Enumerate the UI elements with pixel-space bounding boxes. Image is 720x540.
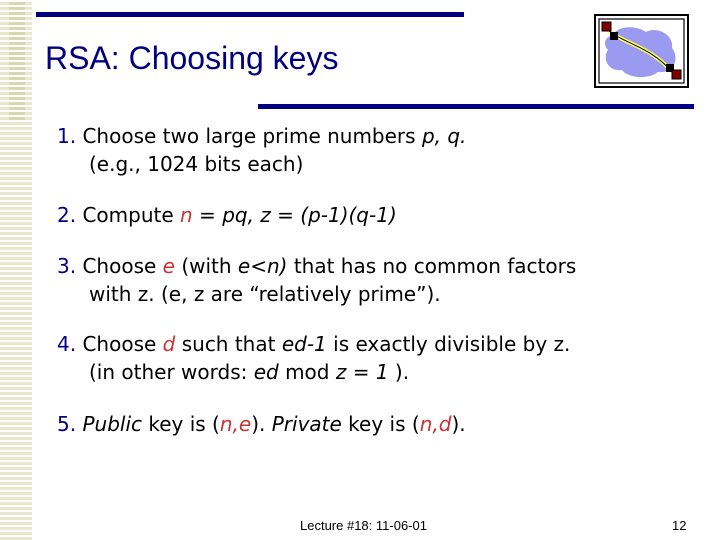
title-top-rule [36,12,464,17]
step-5-keyis-1: key is ( [142,412,220,436]
step-4-z: z. [553,332,571,356]
step-4-l2e: ). [388,360,410,384]
step-5-public-pair: n,e [219,412,252,436]
step-4-number: 4. [57,332,77,356]
step-5 [57,410,697,438]
step-1-text: Choose two large prime numbers [82,124,422,148]
step-2-number: 2. [57,203,77,227]
step-3 [57,252,697,308]
step-4-expr: ed-1 [281,332,327,356]
step-4-l2b: ed [253,360,279,384]
step-2 [57,201,697,229]
step-4-d: d [162,332,176,356]
step-4-such: such that [175,332,282,356]
step-3-rest: that has no common factors [287,254,577,278]
step-1-line2: (e.g., 1024 bits each) [89,152,304,176]
step-3-with: (with [174,254,238,278]
step-4 [57,330,697,386]
step-1-number: 1. [57,124,77,148]
step-5-keyis-2: key is ( [341,412,420,436]
slide-title: RSA: Choosing keys [45,40,339,76]
step-5-public: Public [82,412,142,436]
step-5-number: 5. [57,412,77,436]
step-list [57,122,697,438]
step-2-text: Compute [82,203,181,227]
step-3-e: e [162,254,175,278]
step-2-formula: pq, z = (p-1)(q-1) [222,203,397,227]
step-4-text: Choose [82,332,163,356]
network-cloud-icon [594,14,689,88]
step-5-private: Private [271,412,342,436]
step-4-l2a: (in other words: [89,360,254,384]
step-4-divisible: is exactly divisible by [326,332,554,356]
step-4-l2d: z = 1 [335,360,389,384]
step-3-line2: with z. (e, z are “relatively prime”). [89,282,441,306]
step-5-private-pair: n,d [419,412,452,436]
footer-page-number: 12 [672,518,687,533]
step-5-close-1: ). [251,412,272,436]
step-2-n: n [180,203,193,227]
footer-lecture: Lecture #18: 11-06-01 [300,518,427,533]
step-2-eq: = [192,203,223,227]
step-3-cond: e<n) [237,254,288,278]
step-3-number: 3. [57,254,77,278]
step-5-close-2: ). [451,412,466,436]
left-stripe-highlight [9,0,25,120]
step-1-vars: p, q. [421,124,467,148]
step-1 [57,122,697,178]
step-4-l2c: mod [278,360,336,384]
title-bottom-rule [258,104,694,109]
step-3-text: Choose [82,254,163,278]
step-4-line2 [57,358,697,386]
